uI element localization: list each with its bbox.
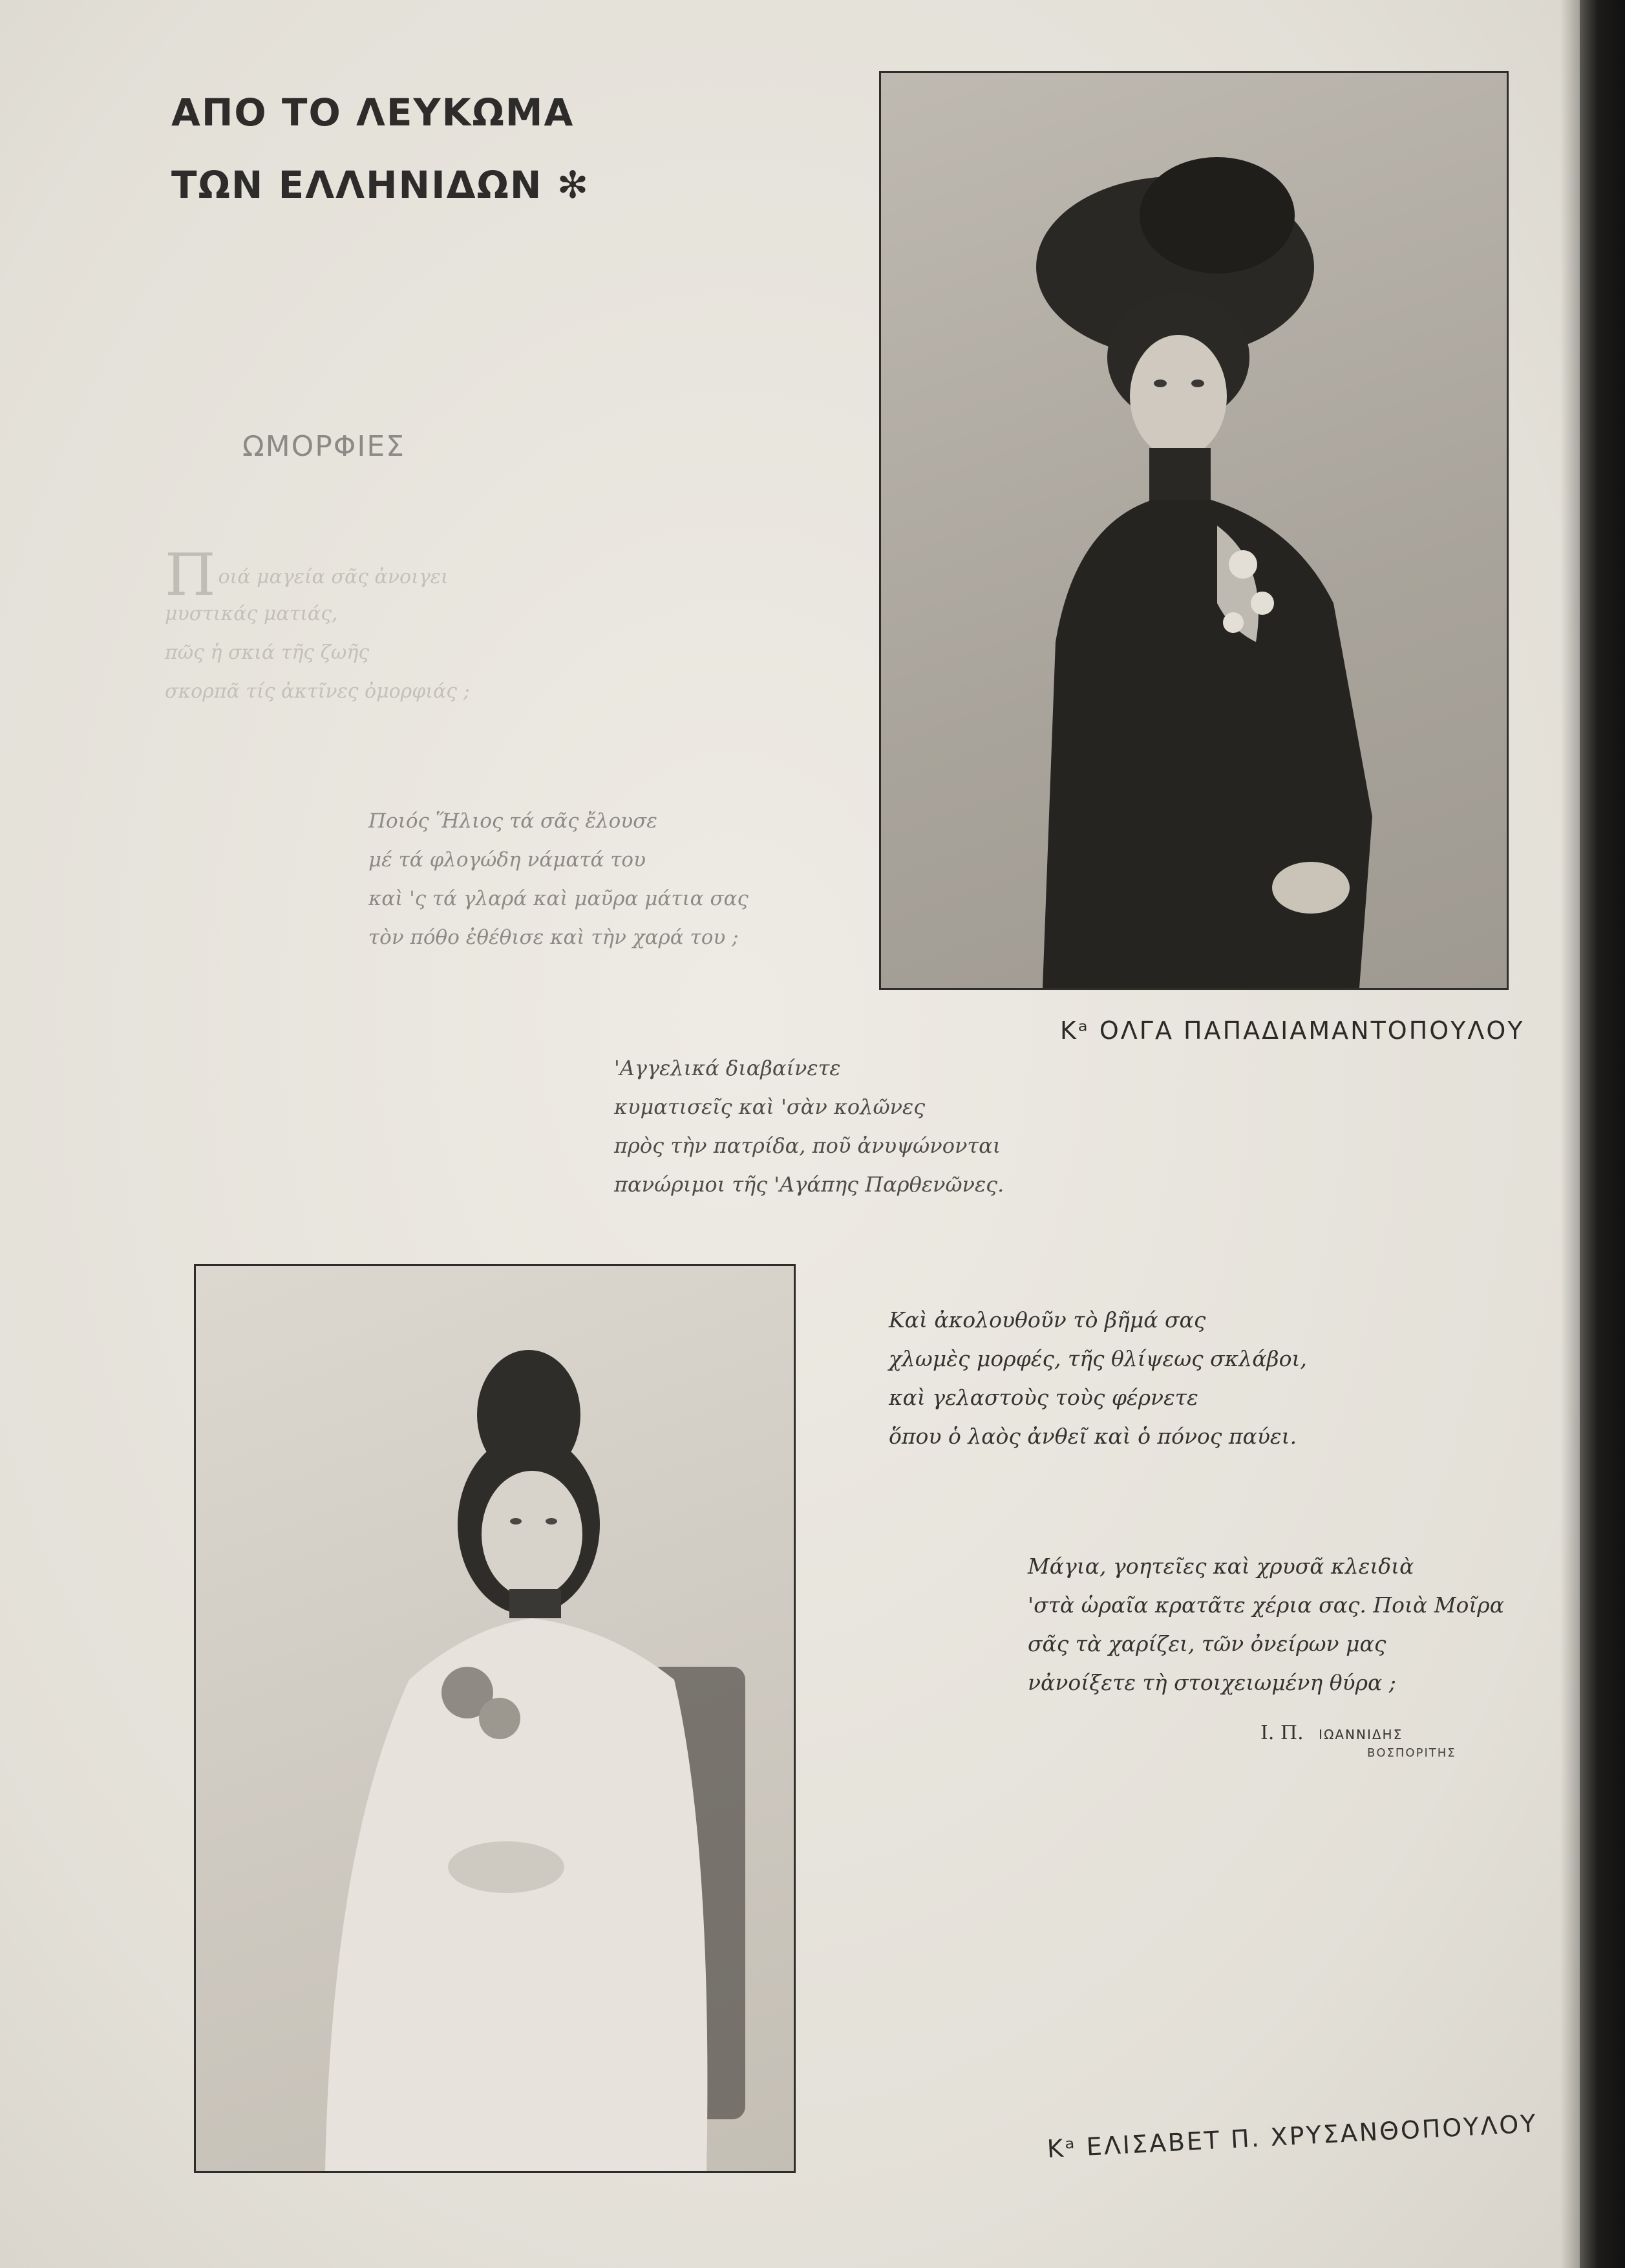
book-binding	[1580, 0, 1625, 2268]
portrait-figure-top	[881, 73, 1507, 988]
header-line-2: ΤΩΝ ΕΛΛΗΝΙΔΩΝ ✻	[171, 163, 590, 207]
poem-signature	[1260, 1722, 1456, 1760]
stanza-line: πῶς ἡ σκιά τῆς ζωῆς	[165, 641, 370, 664]
poem-stanza-2	[368, 802, 749, 957]
page-header	[171, 76, 589, 221]
stanza-line: 'στὰ ὡραῖα κρατᾶτε χέρια σας. Ποιὰ Μοῖρα	[1028, 1592, 1504, 1618]
stanza-line: Ποιός Ἥλιος τά σᾶς ἔλουσε	[368, 809, 657, 833]
poem-stanza-5	[1028, 1547, 1504, 1702]
stanza-line: τὸν πόθο ἐθέθισε καὶ τὴν χαρά του ;	[368, 926, 739, 949]
poem-stanza-3	[614, 1049, 1004, 1204]
stanza-line: ὅπου ὁ λαὸς ἀνθεῖ καὶ ὁ πόνος παύει.	[889, 1424, 1297, 1449]
top-photo-caption: Κᵃ ΟΛΓΑ ΠΑΠΑΔΙΑΜΑΝΤΟΠΟΥΛΟΥ	[1060, 1016, 1525, 1045]
signature-subtitle: ΒΟΣΠΟΡΙΤΗΣ	[1367, 1746, 1456, 1760]
stanza-line: καὶ 'ς τά γλαρά καὶ μαῦρα μάτια σας	[368, 887, 749, 910]
stanza-line: πρὸς τὴν πατρίδα, ποῦ ἀνυψώνονται	[614, 1133, 1001, 1158]
bottom-photo-caption: Κᵃ ΕΛΙΣΑΒΕΤ Π. ΧΡΥΣΑΝΘΟΠΟΥΛΟΥ	[1046, 2109, 1538, 2163]
stanza-line: οιά μαγεία σᾶς ἀνοιγει	[218, 566, 449, 588]
poem-title: ΩΜΟΡΦΙΕΣ	[242, 430, 405, 463]
stanza-line: σκορπᾶ τίς ἀκτῖνες ὀμορφιάς ;	[165, 680, 470, 703]
drop-cap: Π	[165, 541, 216, 609]
poem-stanza-4	[889, 1301, 1307, 1456]
stanza-line: καὶ γελαστοὺς τοὺς φέρνετε	[889, 1385, 1198, 1410]
poem-stanza-1	[165, 541, 470, 711]
portrait-figure-bottom	[196, 1266, 794, 2171]
portrait-photo-top	[879, 71, 1509, 990]
stanza-line: σᾶς τὰ χαρίζει, τῶν ὀνείρων μας	[1028, 1631, 1386, 1656]
signature-surname: ΙΩΑΝΝΙΔΗΣ	[1319, 1727, 1403, 1742]
portrait-photo-bottom	[194, 1264, 796, 2173]
stanza-line: Μάγια, γοητεῖες καὶ χρυσᾶ κλειδιὰ	[1028, 1554, 1414, 1579]
header-line-1: ΑΠΟ ΤΟ ΛΕΥΚΩΜΑ	[171, 91, 575, 134]
binding-shadow	[1560, 0, 1580, 2268]
stanza-line: πανώριμοι τῆς 'Αγάπης Παρθενῶνες.	[614, 1172, 1004, 1197]
signature-initials: Ι. Π.	[1260, 1722, 1304, 1744]
stanza-line: χλωμὲς μορφές, τῆς θλίψεως σκλάβοι,	[889, 1346, 1307, 1371]
stanza-line: Καὶ ἀκολουθοῦν τὸ βῆμά σας	[889, 1307, 1206, 1332]
stanza-line: μέ τά φλογώδη νάματά του	[368, 848, 646, 872]
stanza-line: μυστικάς ματιάς,	[165, 603, 338, 625]
stanza-line: κυματισεῖς καὶ 'σὰν κολῶνες	[614, 1095, 926, 1119]
stanza-line: 'Αγγελικά διαβαίνετε	[614, 1056, 841, 1080]
stanza-line: νἀνοίξετε τὴ στοιχειωμένη θύρα ;	[1028, 1670, 1396, 1695]
